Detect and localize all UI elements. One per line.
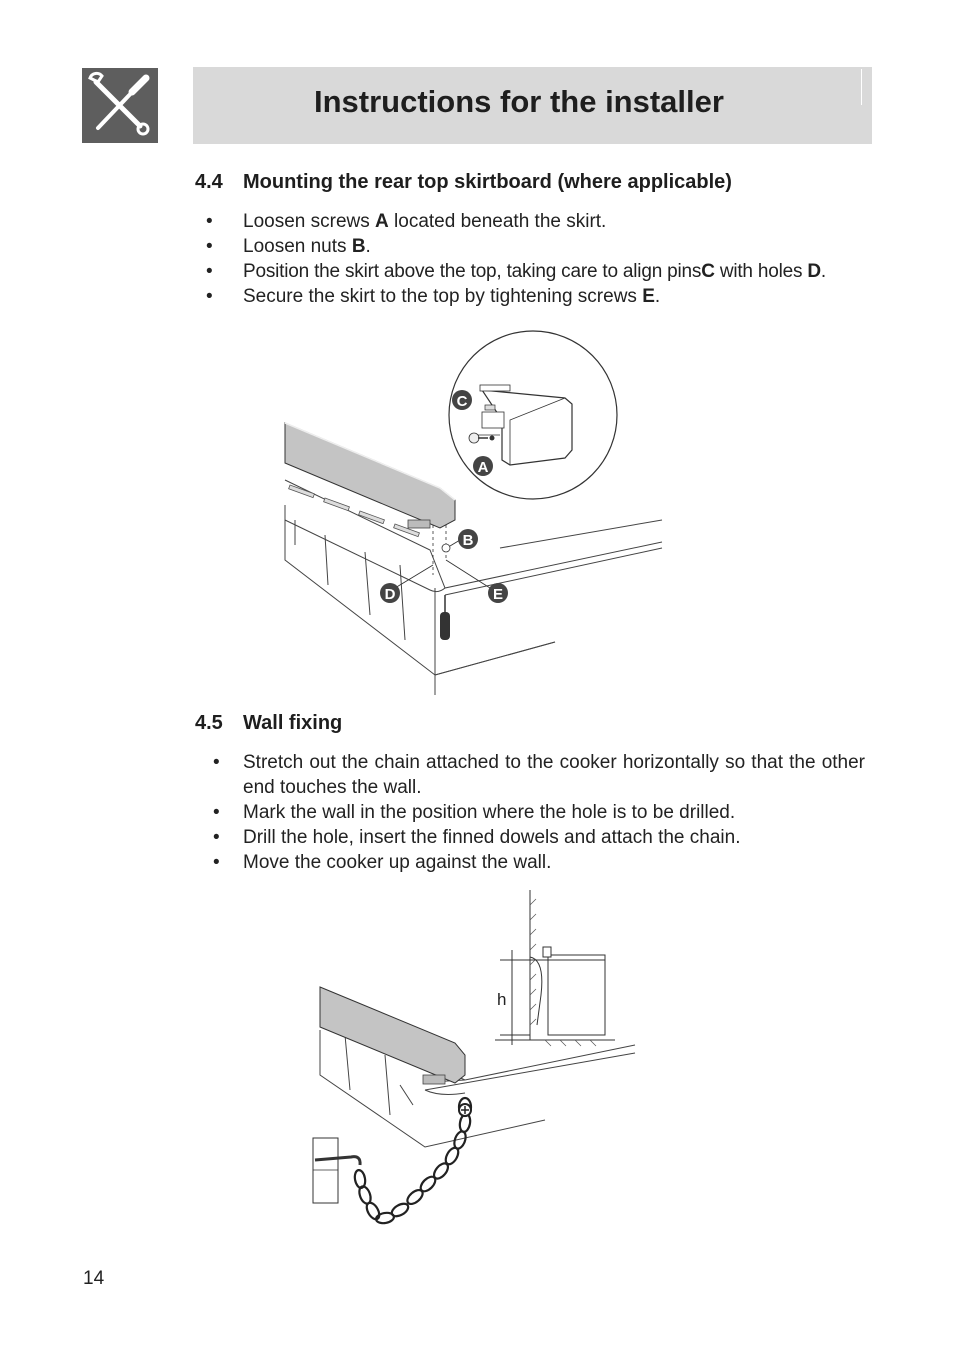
figure-label-b (458, 529, 478, 549)
wall-fixing-figure (305, 885, 645, 1230)
list-item: • Position the skirt above the top, taking care to align pinsC with holes D. (206, 261, 827, 282)
list-item: • Secure the skirt to the top by tightening screws E. (206, 286, 661, 307)
page-number: 14 (83, 1268, 105, 1289)
section-title: Mounting the rear top skirtboard (where applicable) (243, 171, 732, 193)
svg-text:D: D (384, 586, 396, 603)
page-title: Instructions for the installer (314, 84, 724, 119)
section-number: 4.5 (195, 712, 223, 734)
svg-text:C: C (456, 393, 468, 410)
height-label: h (497, 990, 507, 1009)
skirtboard-mounting-figure (270, 320, 670, 700)
svg-text:B: B (462, 532, 474, 549)
svg-text:E: E (492, 586, 504, 603)
section-title: Wall fixing (243, 712, 343, 734)
section-4-5-list (213, 750, 865, 875)
screwdriver-wrench-icon (82, 68, 158, 143)
header-icon-box (82, 68, 158, 143)
svg-text:A: A (477, 459, 489, 476)
section-4-5-heading (195, 712, 342, 735)
list-item: • Drill the hole, insert the finned dowels and attach the chain. (213, 827, 741, 848)
list-item: • Loosen nuts B. (206, 236, 371, 257)
figure-label-e (488, 583, 508, 603)
list-item: • Stretch out the chain attached to the cooker horizontally so that the other end touches the wall. (213, 752, 865, 798)
list-item: • Move the cooker up against the wall. (213, 852, 552, 873)
list-item: • Loosen screws A located beneath the skirt. (206, 211, 607, 232)
section-4-4-list (206, 209, 873, 309)
section-4-4-heading (195, 171, 732, 194)
figure-label-d (380, 583, 400, 603)
list-item: • Mark the wall in the position where the hole is to be drilled. (213, 802, 736, 823)
section-number: 4.4 (195, 171, 223, 193)
figure-label-c (452, 390, 472, 410)
figure-label-a (473, 456, 493, 476)
